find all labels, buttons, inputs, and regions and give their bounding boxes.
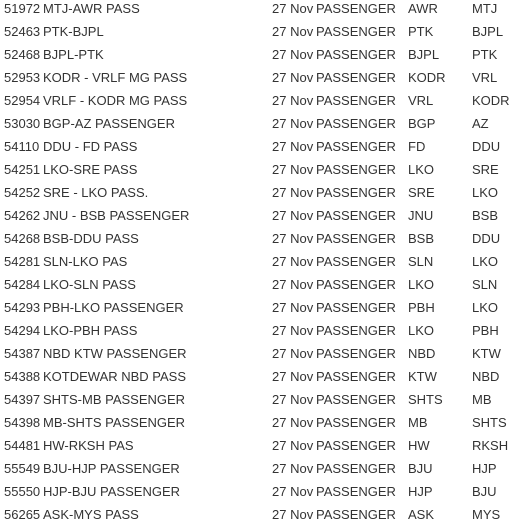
train-date: 27 Nov xyxy=(272,392,314,407)
train-date: 27 Nov xyxy=(272,93,314,108)
train-from-station: KODR xyxy=(408,70,446,85)
train-type: PASSENGER xyxy=(316,300,396,315)
train-type: PASSENGER xyxy=(316,277,396,292)
train-number: 54388 xyxy=(4,369,41,384)
train-date: 27 Nov xyxy=(272,254,314,269)
train-type: PASSENGER xyxy=(316,415,396,430)
train-from-station: SHTS xyxy=(408,392,443,407)
table-row[interactable] xyxy=(0,388,523,411)
train-to-station: SHTS xyxy=(472,415,507,430)
train-to-station: KTW xyxy=(472,346,501,361)
train-type: PASSENGER xyxy=(316,231,396,246)
train-name: LKO-SLN PASS xyxy=(43,277,136,292)
train-from-station: FD xyxy=(408,139,426,154)
train-name: SHTS-MB PASSENGER xyxy=(43,392,186,407)
train-type: PASSENGER xyxy=(316,162,396,177)
train-type: PASSENGER xyxy=(316,507,396,522)
train-name: BJPL-PTK xyxy=(43,47,104,62)
train-from-station: LKO xyxy=(408,162,435,177)
train-date: 27 Nov xyxy=(272,461,314,476)
train-date: 27 Nov xyxy=(272,70,314,85)
table-row[interactable] xyxy=(0,434,523,457)
train-type: PASSENGER xyxy=(316,1,396,16)
train-name: PBH-LKO PASSENGER xyxy=(43,300,184,315)
train-number: 54397 xyxy=(4,392,41,407)
train-type: PASSENGER xyxy=(316,369,396,384)
train-to-station: DDU xyxy=(472,231,501,246)
train-type: PASSENGER xyxy=(316,392,396,407)
train-name: JNU - BSB PASSENGER xyxy=(43,208,190,223)
train-to-station: SRE xyxy=(472,162,499,177)
train-from-station: KTW xyxy=(408,369,437,384)
table-row[interactable] xyxy=(0,319,523,342)
train-number: 54268 xyxy=(4,231,41,246)
train-date: 27 Nov xyxy=(272,277,314,292)
train-to-station: VRL xyxy=(472,70,498,85)
train-date: 27 Nov xyxy=(272,369,314,384)
train-name: SRE - LKO PASS. xyxy=(43,185,149,200)
train-from-station: NBD xyxy=(408,346,436,361)
train-from-station: SLN xyxy=(408,254,434,269)
train-number: 55549 xyxy=(4,461,41,476)
train-name: HJP-BJU PASSENGER xyxy=(43,484,181,499)
train-from-station: VRL xyxy=(408,93,434,108)
train-type: PASSENGER xyxy=(316,346,396,361)
table-row[interactable] xyxy=(0,112,523,135)
train-from-station: PBH xyxy=(408,300,435,315)
train-to-station: BJPL xyxy=(472,24,504,39)
train-type: PASSENGER xyxy=(316,461,396,476)
table-row[interactable] xyxy=(0,296,523,319)
train-to-station: LKO xyxy=(472,185,499,200)
table-row[interactable] xyxy=(0,411,523,434)
table-row[interactable] xyxy=(0,181,523,204)
train-name: LKO-SRE PASS xyxy=(43,162,138,177)
train-date: 27 Nov xyxy=(272,24,314,39)
train-name: BGP-AZ PASSENGER xyxy=(43,116,175,131)
train-from-station: HW xyxy=(408,438,430,453)
table-row[interactable] xyxy=(0,0,523,20)
train-from-station: JNU xyxy=(408,208,434,223)
train-to-station: PTK xyxy=(472,47,498,62)
table-row[interactable] xyxy=(0,66,523,89)
train-to-station: PBH xyxy=(472,323,499,338)
table-row[interactable] xyxy=(0,250,523,273)
train-name: BJU-HJP PASSENGER xyxy=(43,461,180,476)
train-number: 52463 xyxy=(4,24,41,39)
train-date: 27 Nov xyxy=(272,300,314,315)
train-number: 51972 xyxy=(4,1,41,16)
train-number: 54398 xyxy=(4,415,41,430)
train-to-station: HJP xyxy=(472,461,497,476)
train-name: SLN-LKO PAS xyxy=(43,254,128,269)
train-number: 54281 xyxy=(4,254,41,269)
train-type: PASSENGER xyxy=(316,24,396,39)
table-row[interactable] xyxy=(0,158,523,181)
train-number: 54481 xyxy=(4,438,41,453)
table-row[interactable] xyxy=(0,227,523,250)
train-to-station: KODR xyxy=(472,93,510,108)
train-date: 27 Nov xyxy=(272,323,314,338)
train-from-station: SRE xyxy=(408,185,435,200)
train-number: 54284 xyxy=(4,277,41,292)
train-from-station: HJP xyxy=(408,484,433,499)
table-row[interactable] xyxy=(0,20,523,43)
train-number: 54262 xyxy=(4,208,41,223)
train-number: 54252 xyxy=(4,185,41,200)
table-row[interactable] xyxy=(0,43,523,66)
train-number: 54251 xyxy=(4,162,41,177)
train-name: MTJ-AWR PASS xyxy=(43,1,140,16)
train-name: HW-RKSH PAS xyxy=(43,438,134,453)
train-date: 27 Nov xyxy=(272,162,314,177)
train-name: KODR - VRLF MG PASS xyxy=(43,70,188,85)
train-type: PASSENGER xyxy=(316,254,396,269)
train-date: 27 Nov xyxy=(272,415,314,430)
train-number: 53030 xyxy=(4,116,41,131)
train-from-station: BGP xyxy=(408,116,436,131)
train-number: 56265 xyxy=(4,507,41,522)
train-type: PASSENGER xyxy=(316,484,396,499)
train-to-station: MYS xyxy=(472,507,501,522)
table-row[interactable] xyxy=(0,365,523,388)
table-row[interactable] xyxy=(0,273,523,296)
train-name: VRLF - KODR MG PASS xyxy=(43,93,188,108)
table-row[interactable] xyxy=(0,89,523,112)
table-row[interactable] xyxy=(0,503,523,526)
train-date: 27 Nov xyxy=(272,47,314,62)
train-name: DDU - FD PASS xyxy=(43,139,138,154)
train-date: 27 Nov xyxy=(272,507,314,522)
train-to-station: MB xyxy=(472,392,492,407)
train-from-station: PTK xyxy=(408,24,434,39)
train-from-station: BJU xyxy=(408,461,433,476)
train-type: PASSENGER xyxy=(316,208,396,223)
train-to-station: NBD xyxy=(472,369,500,384)
train-type: PASSENGER xyxy=(316,438,396,453)
table-row[interactable] xyxy=(0,135,523,158)
train-to-station: BJU xyxy=(472,484,497,499)
train-type: PASSENGER xyxy=(316,116,396,131)
train-number: 52954 xyxy=(4,93,41,108)
train-name: ASK-MYS PASS xyxy=(43,507,139,522)
train-to-station: MTJ xyxy=(472,1,498,16)
train-from-station: LKO xyxy=(408,323,435,338)
table-row[interactable] xyxy=(0,342,523,365)
table-row[interactable] xyxy=(0,457,523,480)
train-to-station: DDU xyxy=(472,139,501,154)
train-date: 27 Nov xyxy=(272,346,314,361)
train-number: 54387 xyxy=(4,346,41,361)
train-date: 27 Nov xyxy=(272,231,314,246)
train-from-station: AWR xyxy=(408,1,438,16)
train-number: 54293 xyxy=(4,300,41,315)
train-date: 27 Nov xyxy=(272,484,314,499)
train-date: 27 Nov xyxy=(272,208,314,223)
train-from-station: BSB xyxy=(408,231,435,246)
train-to-station: BSB xyxy=(472,208,499,223)
train-type: PASSENGER xyxy=(316,70,396,85)
train-name: MB-SHTS PASSENGER xyxy=(43,415,186,430)
train-from-station: MB xyxy=(408,415,428,430)
train-name: LKO-PBH PASS xyxy=(43,323,138,338)
train-date: 27 Nov xyxy=(272,139,314,154)
train-number: 52468 xyxy=(4,47,41,62)
train-to-station: SLN xyxy=(472,277,498,292)
train-date: 27 Nov xyxy=(272,438,314,453)
train-type: PASSENGER xyxy=(316,93,396,108)
train-to-station: LKO xyxy=(472,300,499,315)
train-to-station: RKSH xyxy=(472,438,509,453)
train-type: PASSENGER xyxy=(316,185,396,200)
table-row[interactable] xyxy=(0,204,523,227)
train-date: 27 Nov xyxy=(272,1,314,16)
train-name: BSB-DDU PASS xyxy=(43,231,139,246)
train-number: 55550 xyxy=(4,484,41,499)
train-from-station: BJPL xyxy=(408,47,440,62)
train-number: 52953 xyxy=(4,70,41,85)
train-name: PTK-BJPL xyxy=(43,24,104,39)
train-number: 54110 xyxy=(4,139,40,154)
train-name: KOTDEWAR NBD PASS xyxy=(43,369,187,384)
train-type: PASSENGER xyxy=(316,139,396,154)
train-date: 27 Nov xyxy=(272,185,314,200)
train-name: NBD KTW PASSENGER xyxy=(43,346,187,361)
train-number: 54294 xyxy=(4,323,41,338)
table-row[interactable] xyxy=(0,480,523,503)
train-to-station: LKO xyxy=(472,254,499,269)
train-from-station: ASK xyxy=(408,507,435,522)
train-to-station: AZ xyxy=(472,116,489,131)
train-from-station: LKO xyxy=(408,277,435,292)
train-type: PASSENGER xyxy=(316,323,396,338)
train-date: 27 Nov xyxy=(272,116,314,131)
train-type: PASSENGER xyxy=(316,47,396,62)
